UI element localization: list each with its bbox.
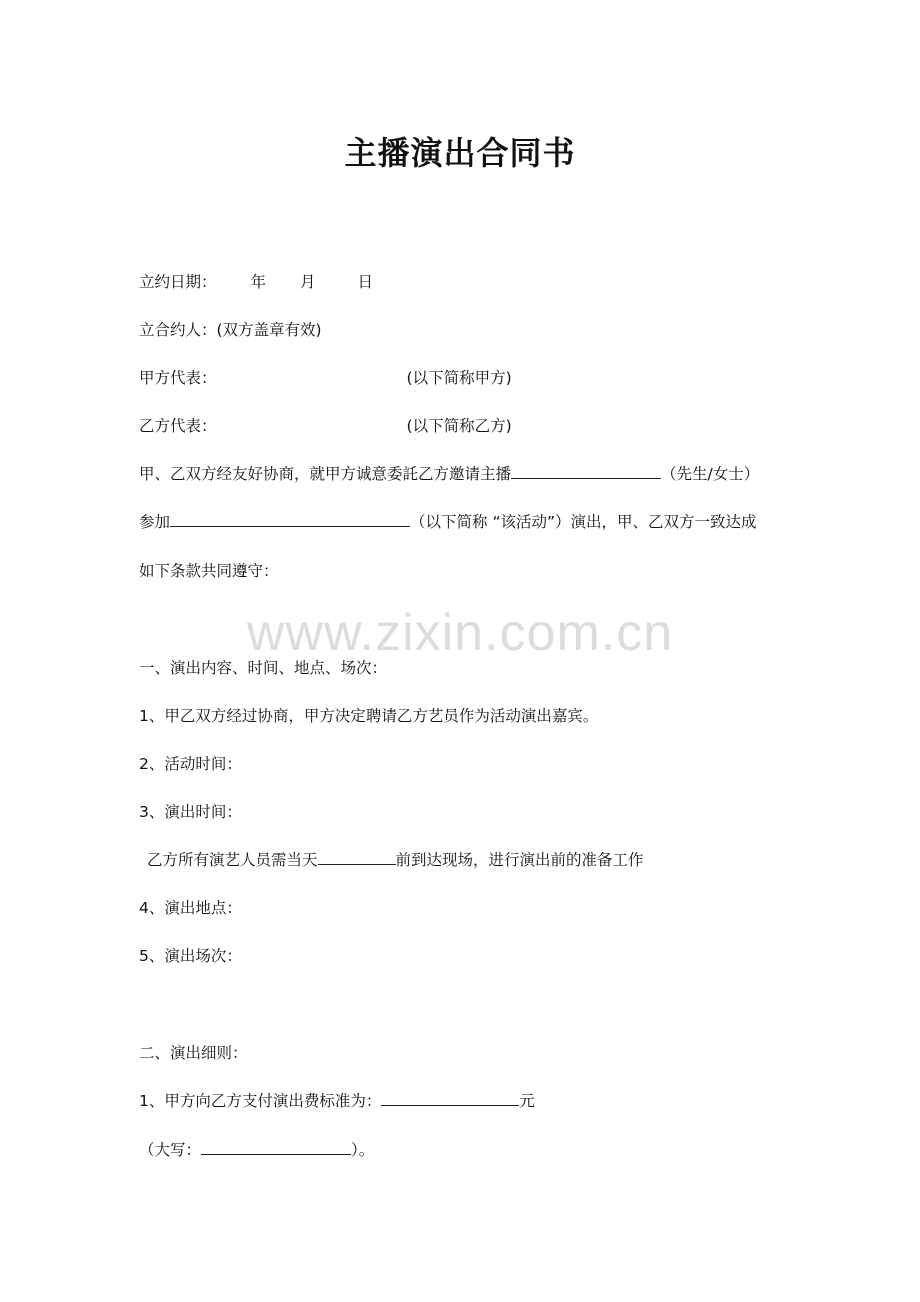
section1-item2: 2、活动时间： — [139, 755, 242, 773]
intro-text-2: （先生/女士） — [661, 465, 760, 483]
section2-heading: 二、演出细则： — [139, 1044, 248, 1062]
party-a-line — [139, 368, 512, 388]
date-line — [139, 272, 373, 292]
party-b-line — [139, 416, 512, 436]
section1-item3-detail — [147, 850, 644, 870]
date-year: 年 — [250, 273, 267, 291]
party-b-suffix: (以下简称乙方) — [406, 417, 512, 435]
section2-item1 — [139, 1091, 535, 1111]
section1-item4: 4、演出地点： — [139, 899, 242, 917]
intro-line-1 — [139, 464, 759, 484]
date-day: 日 — [357, 273, 374, 291]
intro-text-1: 甲、乙双方经友好协商，就甲方诚意委託乙方邀请主播 — [139, 465, 512, 483]
fee-text-a: 1、甲方向乙方支付演出费标准为： — [139, 1092, 382, 1110]
section1-item3: 3、演出时间： — [139, 803, 242, 821]
date-month: 月 — [300, 273, 316, 291]
party-b-label: 乙方代表： — [139, 417, 217, 435]
intro-line-2 — [139, 512, 757, 532]
intro-text-3: 参加 — [139, 513, 171, 531]
caps-text-a: （大写： — [139, 1141, 202, 1159]
document-title: 主播演出合同书 — [344, 134, 576, 172]
fee-amount-blank[interactable] — [381, 1091, 519, 1106]
arrival-text-a: 乙方所有演艺人员需当天 — [147, 851, 318, 869]
party-a-suffix: (以下简称甲方) — [406, 369, 512, 387]
intro-line-3: 如下条款共同遵守： — [139, 562, 279, 580]
watermark: www.zixin.com.cn — [246, 604, 674, 662]
date-label: 立约日期： — [139, 273, 217, 291]
section2-item1-caps — [139, 1140, 374, 1160]
intro-text-4: （以下简称 “该活动”）演出，甲、乙双方一致达成 — [410, 513, 757, 531]
caps-text-b: ）。 — [351, 1141, 375, 1159]
arrival-time-blank[interactable] — [318, 850, 396, 865]
event-name-blank[interactable] — [170, 512, 410, 527]
section1-item1: 1、甲乙双方经过协商，甲方决定聘请乙方艺员作为活动演出嘉宾。 — [139, 707, 599, 725]
section1-heading: 一、演出内容、时间、地点、场次： — [139, 659, 388, 677]
section1-item5: 5、演出场次： — [139, 947, 242, 965]
party-a-label: 甲方代表： — [139, 369, 217, 387]
parties-line: 立合约人：(双方盖章有效) — [139, 321, 322, 339]
arrival-text-b: 前到达现场，进行演出前的准备工作 — [395, 851, 644, 869]
fee-caps-blank[interactable] — [201, 1140, 351, 1155]
fee-text-b: 元 — [519, 1092, 535, 1110]
host-name-blank[interactable] — [511, 464, 661, 479]
